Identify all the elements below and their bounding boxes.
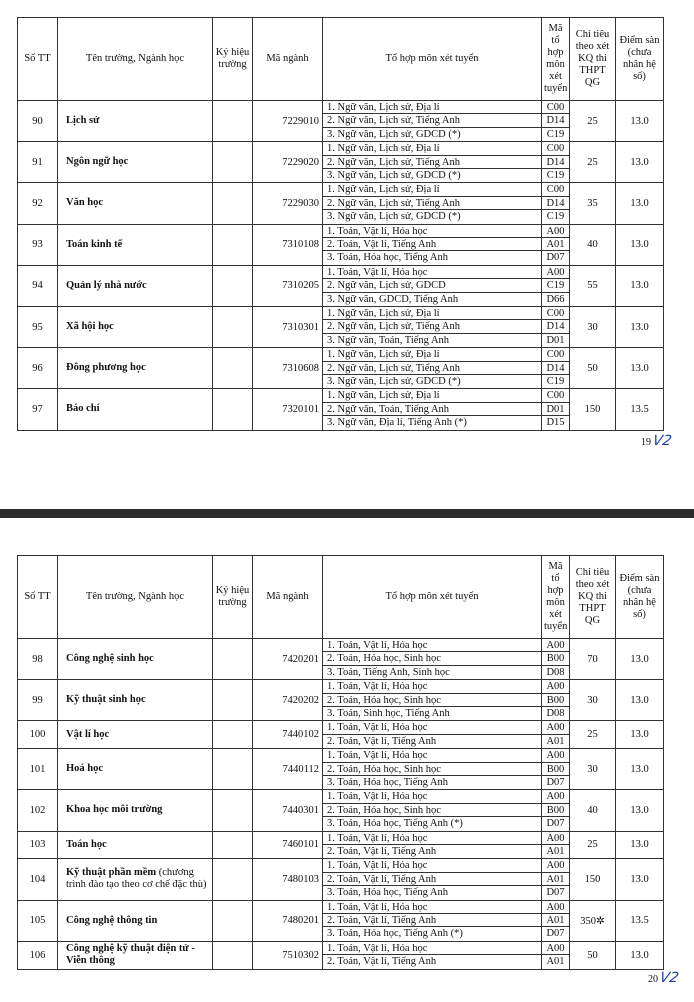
subject-combo: 2. Toán, Vật lí, Tiếng Anh: [323, 238, 541, 251]
row-stt: 97: [18, 389, 58, 430]
row-ky-hieu: [213, 941, 253, 969]
header-ma-to-hop: Mã tổ hợp môn xét tuyển: [542, 556, 570, 639]
row-ten-nganh: [58, 101, 213, 142]
row-ky-hieu: [213, 348, 253, 389]
row-ma-nganh: 7440102: [253, 721, 323, 749]
header-ky-hieu: Ký hiệu trường: [213, 556, 253, 639]
combo-code: D14: [542, 320, 569, 333]
combo-code: A01: [542, 238, 569, 251]
subject-combo: 2. Toán, Hóa học, Sinh học: [323, 652, 541, 665]
subject-combo: 1. Ngữ văn, Lịch sử, Địa lí: [323, 348, 541, 361]
table-row: [18, 389, 664, 430]
row-stt: 104: [18, 859, 58, 900]
row-ky-hieu: [213, 265, 253, 306]
row-to-hop: [323, 790, 542, 831]
row-ky-hieu: [213, 900, 253, 941]
row-diem-san: 13.0: [616, 101, 664, 142]
table-row: [18, 265, 664, 306]
row-ky-hieu: [213, 101, 253, 142]
row-to-hop: [323, 639, 542, 680]
row-diem-san: 13.0: [616, 224, 664, 265]
subject-combo: 3. Toán, Sinh học, Tiếng Anh: [327, 707, 450, 719]
combo-code: A00: [542, 942, 569, 955]
major-note: (chương trình đào tạo theo cơ chế đặc thù): [66, 867, 207, 891]
combo-code: C19: [542, 279, 569, 292]
combo-code: A00: [542, 721, 569, 734]
table-row: [18, 831, 664, 859]
row-diem-san: 13.0: [616, 639, 664, 680]
row-ky-hieu: [213, 680, 253, 721]
subject-combo: 2. Toán, Vật lí, Tiếng Anh: [327, 845, 437, 857]
row-ma-nganh: 7310108: [253, 224, 323, 265]
combo-code: C19: [546, 169, 565, 181]
table-row: [18, 721, 664, 749]
row-ten-nganh: [58, 900, 213, 941]
combo-code: C19: [546, 128, 565, 140]
initials-mark: V2: [658, 970, 680, 986]
row-ten-nganh: [58, 749, 213, 790]
subject-combo: 3. Toán, Hóa học, Tiếng Anh: [327, 776, 448, 788]
subject-combo: 3. Ngữ văn, Lịch sử, GDCD (*): [327, 128, 461, 140]
row-chi-tieu: 30: [570, 680, 616, 721]
combo-code: A00: [542, 225, 569, 238]
row-chi-tieu: 50: [570, 941, 616, 969]
row-to-hop: [323, 900, 542, 941]
row-ma-to-hop: [542, 941, 570, 969]
row-ma-nganh: 7310608: [253, 348, 323, 389]
row-ten-nganh: [58, 224, 213, 265]
row-chi-tieu: 50: [570, 348, 616, 389]
major-name: Hoá học: [66, 763, 104, 775]
subject-combo: 1. Ngữ văn, Lịch sử, Địa lí: [323, 101, 541, 114]
combo-code: C00: [542, 307, 569, 320]
major-name: Công nghệ sinh học: [66, 653, 154, 665]
row-to-hop: [323, 348, 542, 389]
major-name: Ngôn ngữ học: [66, 156, 129, 168]
table-row: [18, 348, 664, 389]
row-diem-san: 13.0: [616, 183, 664, 224]
header-stt: Số TT: [18, 18, 58, 101]
subject-combo: 1. Toán, Vật lí, Hóa học: [323, 639, 541, 652]
row-ten-nganh: [58, 348, 213, 389]
row-ma-to-hop: [542, 721, 570, 749]
document-page-20: [0, 518, 694, 1002]
row-chi-tieu: 40: [570, 790, 616, 831]
row-ma-to-hop: [542, 389, 570, 430]
table-row: [18, 941, 664, 969]
major-name: Kỹ thuật sinh học: [66, 694, 146, 706]
row-chi-tieu: 40: [570, 224, 616, 265]
row-ky-hieu: [213, 639, 253, 680]
row-diem-san: 13.0: [616, 721, 664, 749]
major-name: Xã hội học: [66, 321, 114, 333]
combo-code: A01: [546, 735, 565, 747]
major-name: Văn học: [66, 197, 104, 209]
combo-code: D14: [542, 114, 569, 127]
row-stt: 94: [18, 265, 58, 306]
subject-combo: 3. Toán, Hóa học, Tiếng Anh: [327, 887, 448, 899]
row-diem-san: 13.5: [616, 389, 664, 430]
page-number: [648, 970, 678, 986]
row-ma-to-hop: [542, 183, 570, 224]
subject-combo: 2. Toán, Vật lí, Tiếng Anh: [327, 956, 437, 968]
row-ma-to-hop: [542, 639, 570, 680]
subject-combo: 1. Toán, Vật lí, Hóa học: [323, 859, 541, 872]
row-ma-to-hop: [542, 348, 570, 389]
row-chi-tieu: 25: [570, 101, 616, 142]
row-diem-san: 13.0: [616, 831, 664, 859]
combo-code: D14: [542, 362, 569, 375]
subject-combo: 2. Ngữ văn, Lịch sử, GDCD: [323, 279, 541, 292]
row-diem-san: 13.5: [616, 900, 664, 941]
row-ten-nganh: [58, 306, 213, 347]
major-name: Công nghệ thông tin: [66, 914, 158, 926]
combo-code: D14: [542, 156, 569, 169]
major-name: Khoa học môi trường: [66, 804, 163, 816]
row-stt: 102: [18, 790, 58, 831]
row-ma-to-hop: [542, 680, 570, 721]
row-ky-hieu: [213, 224, 253, 265]
row-chi-tieu: 25: [570, 721, 616, 749]
row-diem-san: 13.0: [616, 348, 664, 389]
page-number-text: 20: [648, 974, 658, 985]
row-ten-nganh: [58, 265, 213, 306]
row-stt: 93: [18, 224, 58, 265]
row-ma-nganh: 7310205: [253, 265, 323, 306]
header-to-hop: Tổ hợp môn xét tuyển: [323, 18, 542, 101]
row-ma-nganh: 7229030: [253, 183, 323, 224]
row-stt: 90: [18, 101, 58, 142]
row-to-hop: [323, 101, 542, 142]
row-ten-nganh: [58, 859, 213, 900]
row-stt: 96: [18, 348, 58, 389]
major-name: Vật lí học: [66, 728, 110, 740]
row-stt: 92: [18, 183, 58, 224]
subject-combo: 1. Ngữ văn, Lịch sử, Địa lí: [323, 183, 541, 196]
combo-code: C19: [546, 211, 565, 223]
subject-combo: 2. Toán, Hóa học, Sinh học: [323, 763, 541, 776]
row-to-hop: [323, 721, 542, 749]
subject-combo: 3. Ngữ văn, Lịch sử, GDCD (*): [327, 169, 461, 181]
row-ten-nganh: [58, 389, 213, 430]
combo-code: A00: [542, 832, 569, 845]
combo-code: B00: [542, 652, 569, 665]
row-diem-san: 13.0: [616, 790, 664, 831]
row-ma-to-hop: [542, 900, 570, 941]
header-ten: Tên trường, Ngành học: [58, 18, 213, 101]
table-header-row: [18, 556, 664, 639]
row-to-hop: [323, 265, 542, 306]
row-ma-to-hop: [542, 790, 570, 831]
row-stt: 98: [18, 639, 58, 680]
combo-code: C00: [542, 101, 569, 114]
subject-combo: 3. Toán, Hóa học, Tiếng Anh (*): [327, 818, 463, 830]
row-to-hop: [323, 306, 542, 347]
row-ma-to-hop: [542, 831, 570, 859]
table-row: [18, 680, 664, 721]
major-name: Đông phương học: [66, 362, 146, 374]
combo-code: D01: [542, 403, 569, 416]
header-ten: Tên trường, Ngành học: [58, 556, 213, 639]
combo-code: D66: [546, 293, 565, 305]
row-ma-nganh: 7310301: [253, 306, 323, 347]
major-name: Công nghệ kỹ thuật điện tử - Viễn thông: [66, 943, 195, 967]
subject-combo: 3. Toán, Hóa học, Tiếng Anh: [327, 252, 448, 264]
page-number: [641, 433, 671, 449]
subject-combo: 3. Ngữ văn, Toán, Tiếng Anh: [327, 334, 450, 346]
major-name: Kỹ thuật phần mềm: [66, 867, 157, 879]
combo-code: D15: [546, 417, 565, 429]
combo-code: B00: [542, 804, 569, 817]
subject-combo: 1. Ngữ văn, Lịch sử, Địa lí: [323, 142, 541, 155]
table-row: [18, 101, 664, 142]
row-ky-hieu: [213, 389, 253, 430]
subject-combo: 1. Toán, Vật lí, Hóa học: [323, 749, 541, 762]
subject-combo: 1. Toán, Vật lí, Hóa học: [323, 225, 541, 238]
admissions-table-page-19: [17, 17, 664, 431]
row-diem-san: 13.0: [616, 941, 664, 969]
row-stt: 91: [18, 142, 58, 183]
header-ma-to-hop: Mã tổ hợp môn xét tuyển: [542, 18, 570, 101]
combo-code: B00: [542, 694, 569, 707]
combo-code: C00: [542, 183, 569, 196]
major-name: Quản lý nhà nước: [66, 279, 147, 291]
row-ma-nganh: 7420201: [253, 639, 323, 680]
major-name: Lịch sử: [66, 115, 100, 127]
row-stt: 105: [18, 900, 58, 941]
row-ma-nganh: 7440112: [253, 749, 323, 790]
page-number-text: 19: [641, 437, 651, 448]
subject-combo: 2. Ngữ văn, Lịch sử, Tiếng Anh: [323, 362, 541, 375]
header-to-hop: Tổ hợp môn xét tuyển: [323, 556, 542, 639]
row-ten-nganh: [58, 790, 213, 831]
combo-code: A00: [542, 680, 569, 693]
row-diem-san: 13.0: [616, 749, 664, 790]
subject-combo: 3. Ngữ văn, Địa lí, Tiếng Anh (*): [327, 417, 467, 429]
row-ky-hieu: [213, 749, 253, 790]
row-diem-san: 13.0: [616, 859, 664, 900]
row-ma-nganh: 7480201: [253, 900, 323, 941]
row-stt: 95: [18, 306, 58, 347]
table-row: [18, 224, 664, 265]
subject-combo: 2. Ngữ văn, Lịch sử, Tiếng Anh: [323, 156, 541, 169]
row-stt: 103: [18, 831, 58, 859]
row-chi-tieu: 70: [570, 639, 616, 680]
combo-code: A00: [542, 790, 569, 803]
combo-code: C00: [542, 389, 569, 402]
row-ky-hieu: [213, 721, 253, 749]
row-to-hop: [323, 749, 542, 790]
row-to-hop: [323, 941, 542, 969]
subject-combo: 1. Toán, Vật lí, Hóa học: [323, 680, 541, 693]
row-ma-to-hop: [542, 306, 570, 347]
table-header-row: [18, 18, 664, 101]
document-page-19: [0, 0, 694, 458]
subject-combo: 1. Toán, Vật lí, Hóa học: [323, 721, 541, 734]
row-ma-nganh: 7460101: [253, 831, 323, 859]
row-diem-san: 13.0: [616, 142, 664, 183]
header-ma-nganh: Mã ngành: [253, 556, 323, 639]
row-ma-nganh: 7510302: [253, 941, 323, 969]
row-stt: 106: [18, 941, 58, 969]
subject-combo: 1. Toán, Vật lí, Hóa học: [323, 832, 541, 845]
row-ky-hieu: [213, 790, 253, 831]
page-gap: [0, 458, 694, 518]
row-to-hop: [323, 389, 542, 430]
row-ten-nganh: [58, 941, 213, 969]
combo-code: A00: [542, 639, 569, 652]
row-ky-hieu: [213, 306, 253, 347]
row-ten-nganh: [58, 639, 213, 680]
row-ma-to-hop: [542, 142, 570, 183]
header-chi-tieu: Chỉ tiêu theo xét KQ thi THPT QG: [570, 556, 616, 639]
row-ky-hieu: [213, 183, 253, 224]
row-to-hop: [323, 142, 542, 183]
row-ky-hieu: [213, 142, 253, 183]
row-ten-nganh: [58, 183, 213, 224]
subject-combo: 3. Toán, Hóa học, Tiếng Anh (*): [327, 928, 463, 940]
row-ma-to-hop: [542, 749, 570, 790]
header-diem-san: Điểm sàn (chưa nhân hệ số): [616, 556, 664, 639]
combo-code: A01: [542, 914, 569, 927]
row-ten-nganh: [58, 721, 213, 749]
header-ky-hieu: Ký hiệu trường: [213, 18, 253, 101]
subject-combo: 3. Ngữ văn, Lịch sử, GDCD (*): [327, 375, 461, 387]
row-to-hop: [323, 859, 542, 900]
table-row: [18, 183, 664, 224]
combo-code: A00: [542, 749, 569, 762]
subject-combo: 3. Ngữ văn, Lịch sử, GDCD (*): [327, 211, 461, 223]
table-row: [18, 142, 664, 183]
combo-code: D07: [546, 928, 565, 940]
row-diem-san: 13.0: [616, 680, 664, 721]
table-row: [18, 639, 664, 680]
combo-code: D14: [542, 197, 569, 210]
admissions-table-page-20: [17, 555, 664, 970]
combo-code: D07: [546, 776, 565, 788]
combo-code: A01: [546, 845, 565, 857]
row-stt: 100: [18, 721, 58, 749]
subject-combo: 2. Toán, Hóa học, Sinh học: [323, 804, 541, 817]
combo-code: C00: [542, 142, 569, 155]
subject-combo: 1. Toán, Vật lí, Hóa học: [323, 266, 541, 279]
subject-combo: 1. Toán, Vật lí, Hóa học: [323, 790, 541, 803]
combo-code: C19: [546, 375, 565, 387]
row-ky-hieu: [213, 831, 253, 859]
row-to-hop: [323, 224, 542, 265]
row-ten-nganh: [58, 142, 213, 183]
row-ma-nganh: 7229020: [253, 142, 323, 183]
combo-code: D08: [546, 666, 565, 678]
row-to-hop: [323, 831, 542, 859]
subject-combo: 2. Toán, Vật lí, Tiếng Anh: [323, 873, 541, 886]
subject-combo: 2. Ngữ văn, Lịch sử, Tiếng Anh: [323, 320, 541, 333]
row-ky-hieu: [213, 859, 253, 900]
table-row: [18, 859, 664, 900]
row-ma-to-hop: [542, 224, 570, 265]
row-diem-san: 13.0: [616, 306, 664, 347]
table-row: [18, 900, 664, 941]
subject-combo: 1. Toán, Vật lí, Hóa học: [323, 942, 541, 955]
page-divider: [0, 509, 694, 518]
subject-combo: 2. Toán, Hóa học, Sinh học: [323, 694, 541, 707]
row-chi-tieu: 350✲: [570, 900, 616, 941]
subject-combo: 1. Ngữ văn, Lịch sử, Địa lí: [323, 389, 541, 402]
row-chi-tieu: 25: [570, 142, 616, 183]
row-diem-san: 13.0: [616, 265, 664, 306]
row-chi-tieu: 30: [570, 306, 616, 347]
subject-combo: 1. Toán, Vật lí, Hóa học: [323, 901, 541, 914]
subject-combo: 1. Ngữ văn, Lịch sử, Địa lí: [323, 307, 541, 320]
combo-code: D01: [546, 334, 565, 346]
combo-code: D08: [546, 707, 565, 719]
combo-code: D07: [546, 887, 565, 899]
subject-combo: 3. Toán, Tiếng Anh, Sinh học: [327, 666, 450, 678]
subject-combo: 2. Toán, Vật lí, Tiếng Anh: [327, 735, 437, 747]
combo-code: A01: [546, 956, 565, 968]
row-ma-to-hop: [542, 859, 570, 900]
row-ma-nganh: 7420202: [253, 680, 323, 721]
table-row: [18, 790, 664, 831]
row-chi-tieu: 25: [570, 831, 616, 859]
row-chi-tieu: 35: [570, 183, 616, 224]
combo-code: C00: [542, 348, 569, 361]
subject-combo: 3. Ngữ văn, GDCD, Tiếng Anh: [327, 293, 459, 305]
combo-code: A00: [542, 859, 569, 872]
combo-code: A00: [542, 901, 569, 914]
row-to-hop: [323, 680, 542, 721]
combo-code: A01: [542, 873, 569, 886]
row-stt: 99: [18, 680, 58, 721]
combo-code: A00: [542, 266, 569, 279]
combo-code: B00: [542, 763, 569, 776]
row-ma-to-hop: [542, 101, 570, 142]
row-to-hop: [323, 183, 542, 224]
row-chi-tieu: 30: [570, 749, 616, 790]
row-ma-nganh: 7229010: [253, 101, 323, 142]
subject-combo: 2. Ngữ văn, Lịch sử, Tiếng Anh: [323, 114, 541, 127]
row-chi-tieu: 150: [570, 389, 616, 430]
row-stt: 101: [18, 749, 58, 790]
row-ma-nganh: 7320101: [253, 389, 323, 430]
table-row: [18, 306, 664, 347]
header-ma-nganh: Mã ngành: [253, 18, 323, 101]
header-stt: Số TT: [18, 556, 58, 639]
row-ten-nganh: [58, 831, 213, 859]
subject-combo: 2. Toán, Vật lí, Tiếng Anh: [323, 914, 541, 927]
header-diem-san: Điểm sàn (chưa nhân hệ số): [616, 18, 664, 101]
major-name: Toán kinh tế: [66, 238, 123, 250]
row-chi-tieu: 150: [570, 859, 616, 900]
major-name: Báo chí: [66, 403, 100, 415]
major-name: Toán học: [66, 838, 107, 850]
combo-code: D07: [546, 818, 565, 830]
initials-mark: V2: [651, 433, 673, 449]
table-row: [18, 749, 664, 790]
row-ma-nganh: 7480103: [253, 859, 323, 900]
combo-code: D07: [546, 252, 565, 264]
row-ten-nganh: [58, 680, 213, 721]
subject-combo: 2. Ngữ văn, Lịch sử, Tiếng Anh: [323, 197, 541, 210]
subject-combo: 2. Ngữ văn, Toán, Tiếng Anh: [323, 403, 541, 416]
row-chi-tieu: 55: [570, 265, 616, 306]
row-ma-to-hop: [542, 265, 570, 306]
row-ma-nganh: 7440301: [253, 790, 323, 831]
header-chi-tieu: Chỉ tiêu theo xét KQ thi THPT QG: [570, 18, 616, 101]
